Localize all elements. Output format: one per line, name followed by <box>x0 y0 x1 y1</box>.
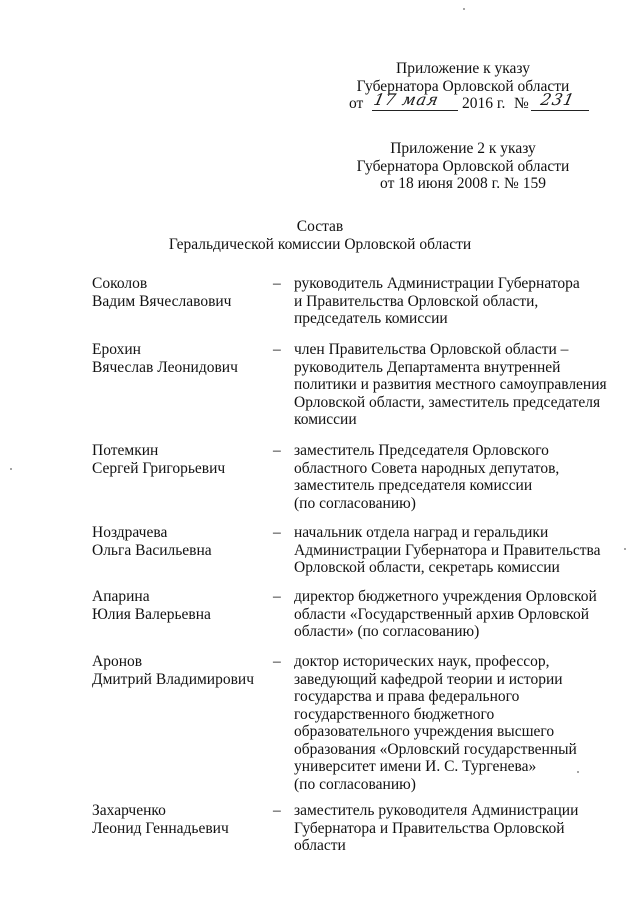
role-line: государства и права федерального <box>294 688 520 705</box>
role-line: доктор исторических наук, профессор, <box>294 653 550 670</box>
role-line: политики и развития местного самоуправления <box>294 376 607 393</box>
member-given-names: Вадим Вячеславович <box>92 292 232 310</box>
role-line: директор бюджетного учреждения Орловской <box>294 588 597 605</box>
number-underline <box>531 110 589 111</box>
role-line: руководитель Администрации Губернатора <box>294 275 580 292</box>
role-line: образовательного учреждения высшего <box>294 723 555 740</box>
scan-speck <box>624 548 626 550</box>
member-surname: Потемкин <box>92 442 159 459</box>
member-name <box>92 341 272 376</box>
role-line: Орловской области, заместитель председателя <box>294 393 601 411</box>
date-underline <box>372 110 458 111</box>
role-line: области» (по согласованию) <box>294 623 480 640</box>
role-line: образования «Орловский государственный <box>294 740 577 758</box>
member-surname: Ерохин <box>92 341 141 358</box>
role-line: государственного бюджетного <box>294 705 495 723</box>
appendix-original-block <box>338 140 588 193</box>
role-line: областного Совета народных депутатов, <box>294 459 560 477</box>
role-line: и Правительства Орловской области, <box>294 292 539 310</box>
appendix-original-line3: от 18 июня 2008 г. № 159 <box>380 175 546 192</box>
member-name <box>92 524 272 559</box>
role-line: (по согласованию) <box>294 494 416 512</box>
member-role <box>294 341 624 429</box>
member-role <box>294 524 624 577</box>
handwritten-date: 17 мая <box>372 90 441 109</box>
member-given-names: Ольга Васильевна <box>92 541 212 559</box>
role-line: Администрации Губернатора и Правительства <box>294 541 601 559</box>
title-line2: Геральдической комиссии Орловской области <box>168 235 472 253</box>
role-line: заместитель руководителя Администрации <box>294 802 579 819</box>
role-line: Орловской области, секретарь комиссии <box>294 559 560 576</box>
member-role <box>294 588 624 641</box>
role-line: области «Государственный архив Орловской <box>294 605 590 623</box>
role-line: заведующий кафедрой теории и истории <box>294 670 563 688</box>
member-role <box>294 802 624 855</box>
appendix-decree-line1: Приложение к указу <box>396 60 530 77</box>
member-name <box>92 653 272 688</box>
member-dash: – <box>273 653 281 670</box>
member-name <box>92 442 272 477</box>
member-given-names: Вячеслав Леонидович <box>92 358 238 376</box>
member-dash: – <box>273 588 281 605</box>
appendix-decree-block <box>338 60 588 115</box>
role-line: руководитель Департамента внутренней <box>294 358 561 376</box>
role-line: комиссии <box>294 411 357 428</box>
handwritten-number: 231 <box>539 90 577 109</box>
member-name <box>92 588 272 623</box>
role-line: Губернатора и Правительства Орловской <box>294 819 565 837</box>
role-line: области <box>294 837 346 854</box>
appendix-decree-line2: Губернатора Орловской области <box>356 77 570 95</box>
title-line1: Состав <box>296 218 344 235</box>
scan-speck <box>577 771 579 773</box>
from-label: от <box>349 95 364 112</box>
member-dash: – <box>273 802 281 819</box>
member-surname: Аронов <box>92 653 143 670</box>
appendix-original-line1: Приложение 2 к указу <box>390 140 536 157</box>
member-dash: – <box>273 341 281 358</box>
role-line: университет имени И. С. Тургенева» <box>294 758 537 775</box>
member-role <box>294 442 624 512</box>
scan-speck <box>463 8 465 10</box>
member-surname: Захарченко <box>92 802 166 819</box>
member-dash: – <box>273 442 281 459</box>
member-given-names: Леонид Геннадьевич <box>92 819 229 837</box>
role-line: председатель комиссии <box>294 310 448 327</box>
role-line: член Правительства Орловской области – <box>294 341 569 358</box>
member-given-names: Дмитрий Владимирович <box>92 670 255 688</box>
member-dash: – <box>273 275 281 292</box>
role-line: заместитель Председателя Орловского <box>294 442 549 459</box>
role-line: заместитель председателя комиссии <box>294 477 533 494</box>
member-role <box>294 275 624 328</box>
member-role <box>294 653 624 793</box>
year-text: 2016 г. <box>462 95 506 112</box>
scan-speck <box>10 468 12 470</box>
member-surname: Апарина <box>92 588 150 605</box>
number-label: № <box>514 95 529 112</box>
member-dash: – <box>273 524 281 541</box>
appendix-decree-date-row <box>338 90 588 115</box>
member-name <box>92 802 272 837</box>
role-line: начальник отдела наград и геральдики <box>294 524 549 541</box>
role-line: (по согласованию) <box>294 775 416 793</box>
member-surname: Соколов <box>92 275 148 292</box>
document-title <box>0 218 640 253</box>
member-surname: Ноздрачева <box>92 524 168 541</box>
member-given-names: Сергей Григорьевич <box>92 459 226 477</box>
member-given-names: Юлия Валерьевна <box>92 605 211 623</box>
appendix-original-line2: Губернатора Орловской области <box>356 157 570 175</box>
member-name <box>92 275 272 310</box>
